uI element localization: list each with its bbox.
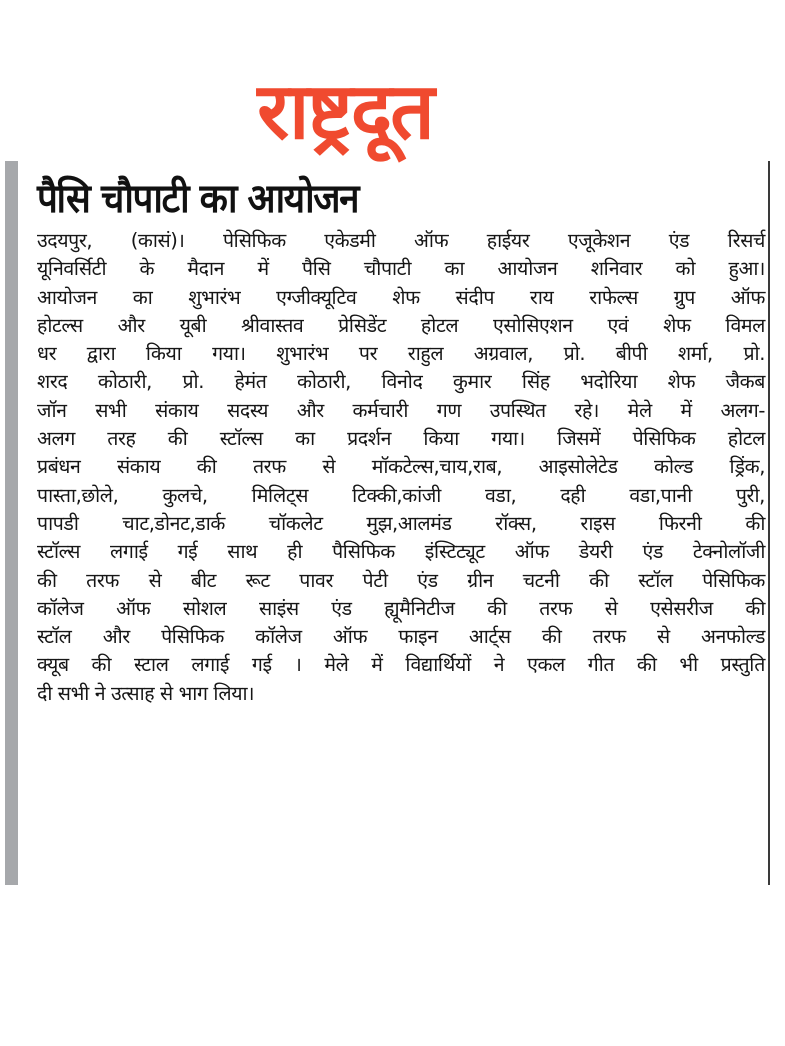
article-line-6: शरद कोठारी, प्रो. हेमंत कोठारी, विनोद कुमार सिंह भदोरिया शेफ जैकब (37, 370, 765, 394)
left-column-bar (5, 161, 18, 885)
article-line-14: कॉलेज ऑफ सोशल साइंस एंड ह्यूमैनिटीज की तरफ से एसेसरीज की (37, 596, 765, 620)
article-line-16: क्यूब की स्टाल लगाई गई । मेले में विद्यार्थियों ने एकल गीत की भी प्रस्तुति (37, 653, 765, 677)
right-column-rule (768, 161, 770, 885)
article-line-8: अलग तरह की स्टॉल्स का प्रदर्शन किया गया। जिसमें पेसिफिक होटल (37, 427, 765, 451)
article-line-4: होटल्स और यूबी श्रीवास्तव प्रेसिडेंट होटल एसोसिएशन एवं शेफ विमल (37, 313, 765, 337)
article-line-12: स्टॉल्स लगाई गई साथ ही पैसिफिक इंस्टिट्यूट ऑफ डेयरी एंड टेक्नोलॉजी (37, 540, 765, 564)
article-line-10: पास्ता,छोले, कुलचे, मिलिट्स टिक्की,कांजी वडा, दही वडा,पानी पुरी, (37, 483, 765, 507)
article-line-2: यूनिवर्सिटी के मैदान में पैसि चौपाटी का आयोजन शनिवार को हुआ। (37, 257, 765, 281)
newspaper-masthead: राष्ट्रदूत (257, 67, 433, 157)
article-line-13: की तरफ से बीट रूट पावर पेटी एंड ग्रीन चटनी की स्टॉल पेसिफिक (37, 568, 765, 592)
article-line-17: दी सभी ने उत्साह से भाग लिया। (37, 681, 255, 705)
article-headline: पैसि चौपाटी का आयोजन (37, 176, 359, 222)
article-line-15: स्टॉल और पेसिफिक कॉलेज ऑफ फाइन आर्ट्स की तरफ से अनफोल्ड (37, 625, 765, 649)
article-line-3: आयोजन का शुभारंभ एग्जीक्यूटिव शेफ संदीप राय राफेल्स ग्रुप ऑफ (37, 285, 765, 309)
article-body (37, 227, 765, 708)
article-line-1: उदयपुर, (कासं)। पेसिफिक एकेडमी ऑफ हाईयर एजूकेशन एंड रिसर्च (37, 229, 765, 252)
article-line-7: जॉन सभी संकाय सदस्य और कर्मचारी गण उपस्थित रहे। मेले में अलग- (37, 398, 765, 422)
article-line-11: पापडी चाट,डोनट,डार्क चॉकलेट मुझ,आलमंड रॉक्स, राइस फिरनी की (37, 511, 765, 535)
article-line-9: प्रबंधन संकाय की तरफ से मॉकटेल्स,चाय,राब, आइसोलेटेड कोल्ड ड्रिंक, (37, 455, 765, 479)
article-line-5: धर द्वारा किया गया। शुभारंभ पर राहुल अग्रवाल, प्रो. बीपी शर्मा, प्रो. (37, 342, 765, 366)
